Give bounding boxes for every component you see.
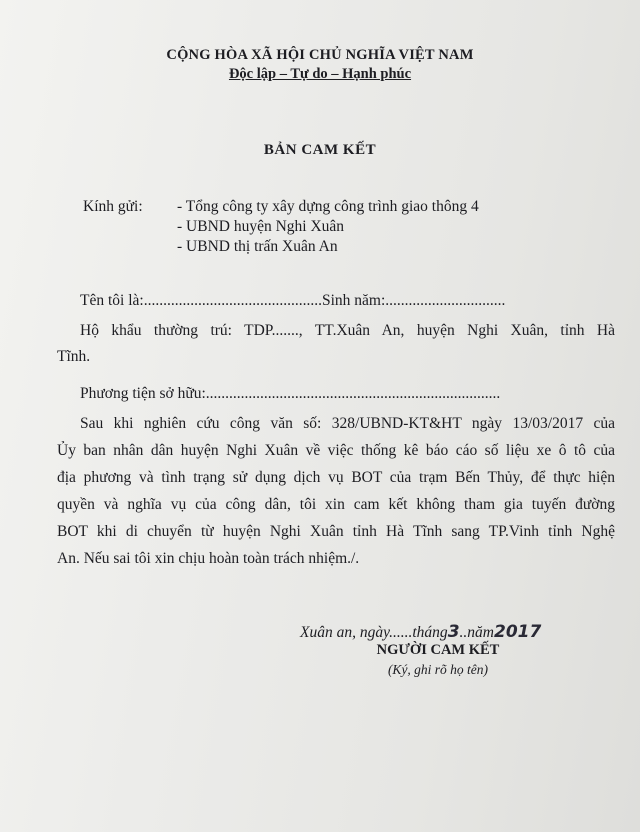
residence-line-continued: Tĩnh. (57, 348, 91, 365)
handwritten-year: 2017 (493, 622, 542, 642)
body-line: quyền và nghĩa vụ của công dân, tôi xin cam kết không tham gia tuyến đường (57, 496, 615, 513)
document-title: BẢN CAM KẾT (263, 142, 377, 158)
body-line: BOT khi di chuyển từ huyện Nghi Xuân tỉnh Hà Tĩnh sang TP.Vinh tỉnh Nghệ (57, 523, 615, 540)
motto-heading: Độc lập – Tự do – Hạnh phúc (228, 66, 412, 82)
place-date-prefix: Xuân an, ngày......tháng (300, 624, 448, 641)
recipient-item: - UBND huyện Nghi Xuân (177, 218, 345, 235)
recipient-item: - Tổng công ty xây dựng công trình giao thông 4 (177, 198, 479, 215)
recipients-label: Kính gửi: (83, 198, 143, 215)
body-line: Sau khi nghiên cứu công văn số: 328/UBND-KT&HT ngày 13/03/2017 của (80, 415, 615, 432)
body-line: An. Nếu sai tôi xin chịu hoàn toàn trách nhiệm./. (57, 550, 360, 567)
body-line: Ủy ban nhân dân huyện Nghi Xuân về việc thống kê báo cáo số liệu xe ô tô của (57, 442, 615, 459)
signer-title: NGƯỜI CAM KẾT (376, 642, 500, 658)
year-dots: ..năm (459, 624, 494, 641)
handwritten-month: 3 (447, 622, 460, 642)
place-date-line (300, 622, 541, 642)
name-line: Tên tôi là:..............................................Sinh năm:............................... (80, 292, 506, 309)
recipient-item: - UBND thị trấn Xuân An (177, 238, 338, 255)
vehicle-line: Phương tiện sở hữu:............................................................................ (80, 385, 501, 402)
national-name-heading: CỘNG HÒA XÃ HỘI CHỦ NGHĨA VIỆT NAM (166, 47, 474, 63)
signer-note: (Ký, ghi rõ họ tên) (387, 662, 489, 677)
body-line: địa phương và tình trạng sử dụng dịch vụ BOT của trạm Bến Thủy, để thực hiện (57, 469, 615, 486)
residence-line: Hộ khẩu thường trú: TDP......., TT.Xuân An, huyện Nghi Xuân, tỉnh Hà (80, 322, 615, 339)
